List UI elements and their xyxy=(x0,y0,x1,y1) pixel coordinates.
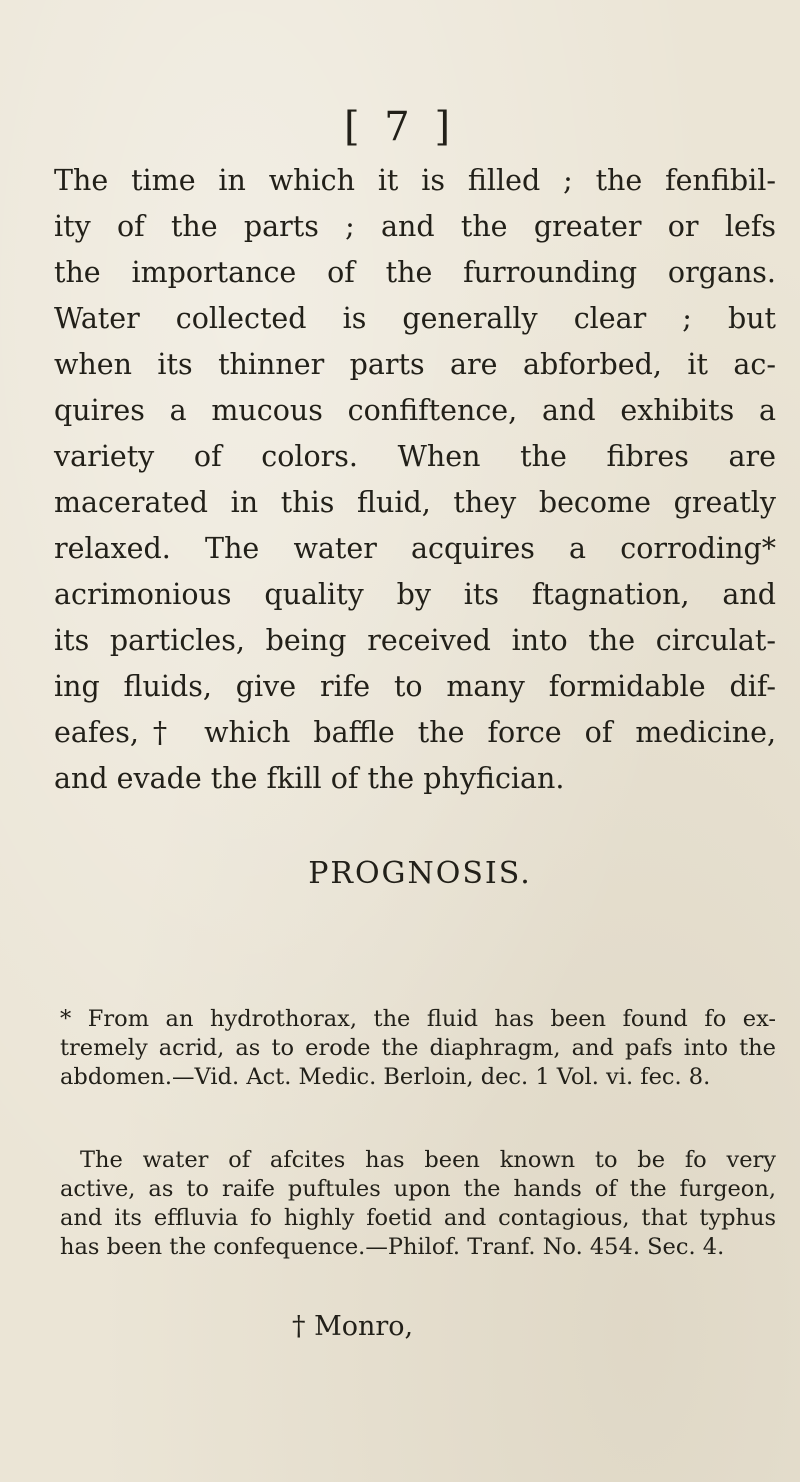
section-heading: PROGNOSIS. xyxy=(308,856,532,891)
body-line: The time in which it is filled ; the fenfibil- xyxy=(54,164,776,197)
footnote-asterisk xyxy=(60,1005,776,1092)
footnote-continued xyxy=(60,1146,776,1262)
body-line: and evade the fkill of the phyfician. xyxy=(54,762,565,795)
body-line: ing fluids, give rife to many formidable dif- xyxy=(54,670,776,703)
footnote-line: active, as to raife puftules upon the hands of the furgeon, xyxy=(60,1176,776,1202)
footnote-line: * From an hydrothorax, the fluid has been found fo ex- xyxy=(60,1006,776,1032)
body-line: when its thinner parts are abforbed, it ac- xyxy=(54,348,776,381)
body-paragraph xyxy=(54,158,776,802)
body-line: variety of colors. When the fibres are xyxy=(54,440,776,473)
body-line: eafes,† which baffle the force of medicine, xyxy=(54,716,776,749)
footnote-line: The water of afcites has been known to be fo very xyxy=(80,1147,776,1173)
body-line: Water collected is generally clear ; but xyxy=(54,302,776,335)
footnote-line: and its effluvia fo highly foetid and contagious, that typhus xyxy=(60,1205,776,1231)
footnote-line: has been the confequence.—Philof. Tranf. No. 454. Sec. 4. xyxy=(60,1234,725,1260)
catchword: † Monro, xyxy=(292,1311,414,1342)
footnote-line: tremely acrid, as to erode the diaphragm, and pafs into the xyxy=(60,1035,776,1061)
body-line: macerated in this fluid, they become greatly xyxy=(54,486,776,519)
body-line: quires a mucous confiftence, and exhibits a xyxy=(54,394,776,427)
body-line: the importance of the furrounding organs. xyxy=(54,256,776,289)
footnote-line: abdomen.—Vid. Act. Medic. Berloin, dec. 1 Vol. vi. fec. 8. xyxy=(60,1064,711,1090)
page-number: [ 7 ] xyxy=(343,104,457,150)
body-line: ity of the parts ; and the greater or lefs xyxy=(54,210,776,243)
body-line: its particles, being received into the circulat- xyxy=(54,624,776,657)
body-line: acrimonious quality by its ftagnation, and xyxy=(54,578,776,611)
body-line: relaxed. The water acquires a corroding* xyxy=(54,532,776,565)
